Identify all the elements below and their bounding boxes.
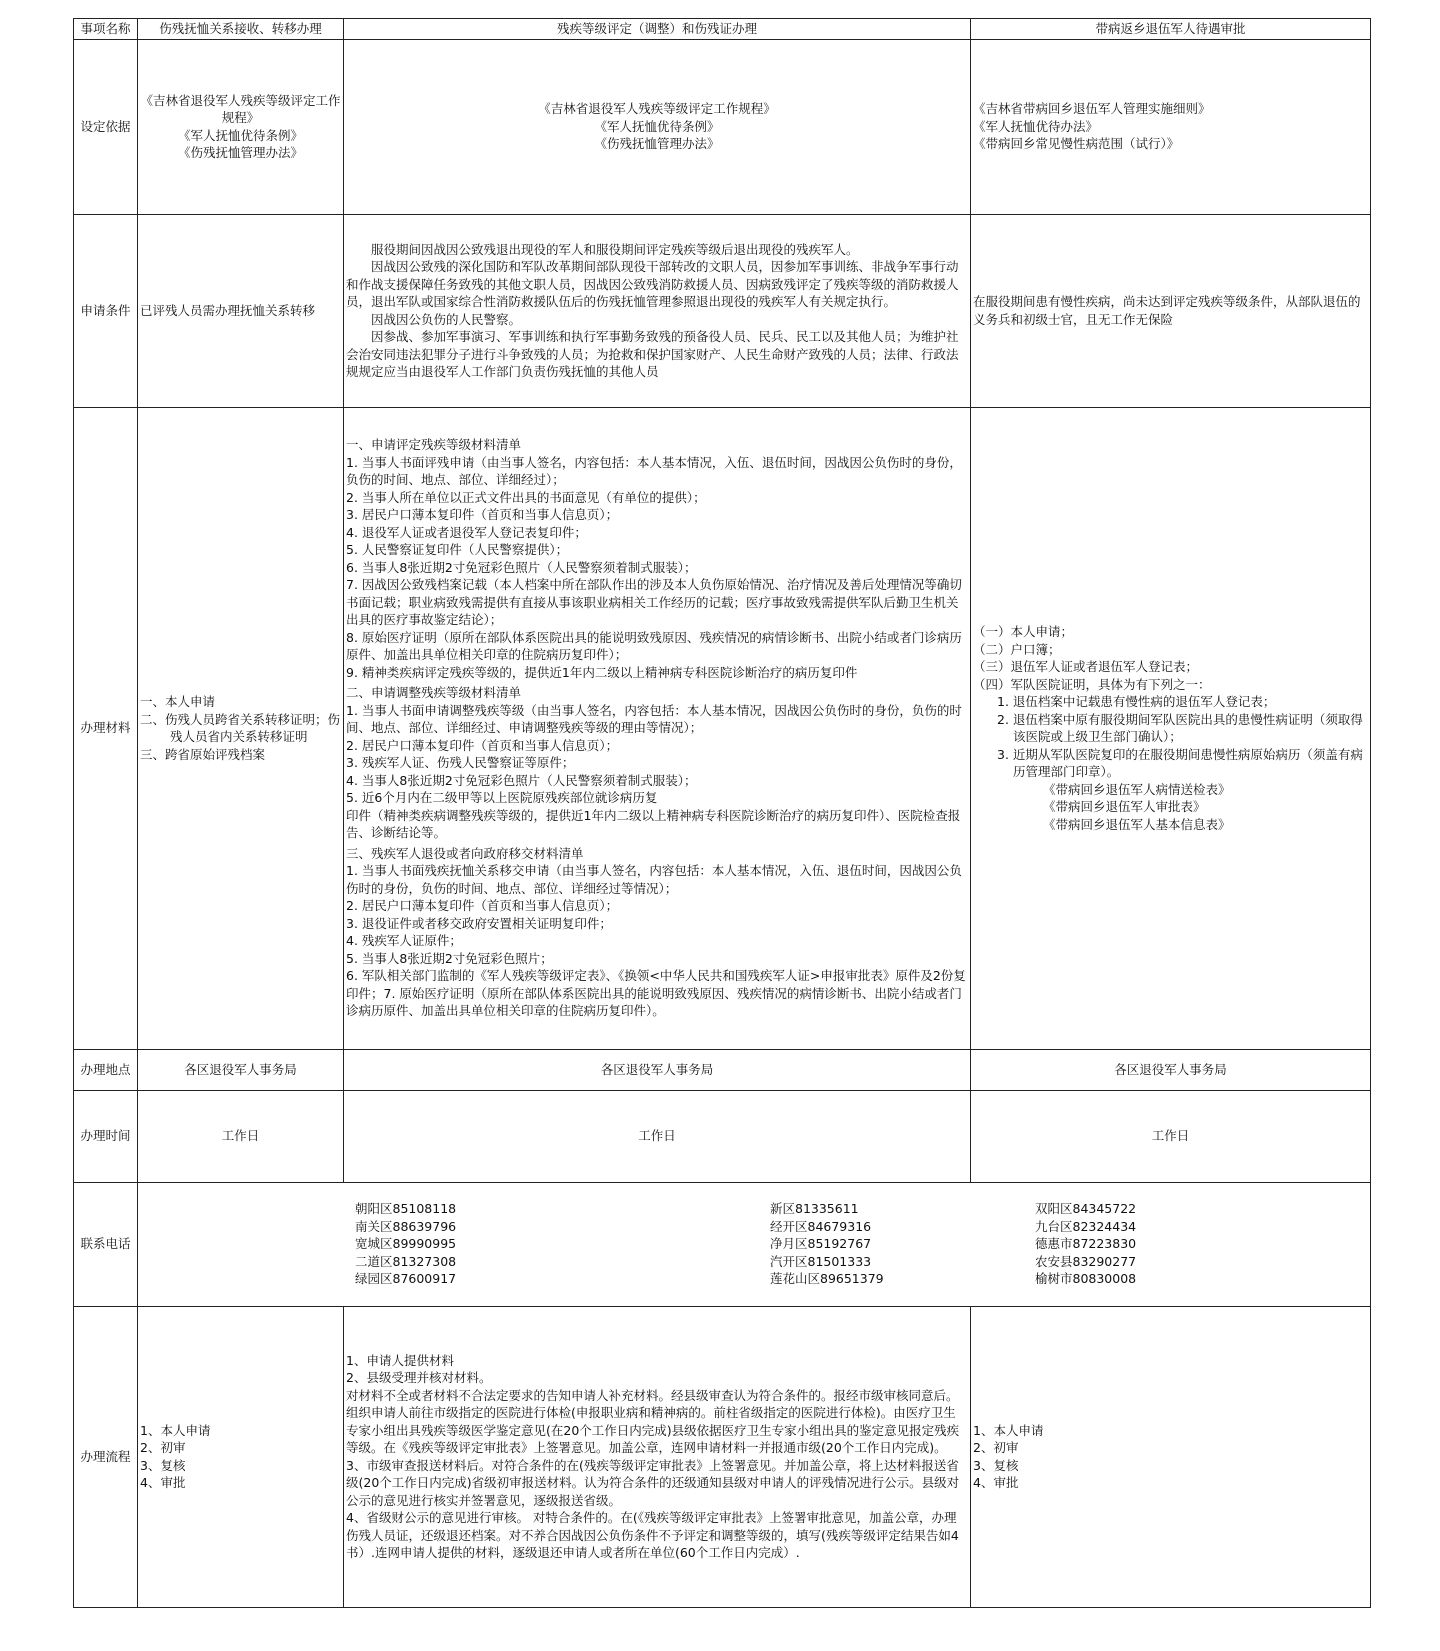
- process-col2-step: 4、省级财公示的意见进行审核。 对特合条件的。在(《残疾等级评定审批表》上签署审批意见，加盖公章，办理伤残人员证，还级退还档案。对不养合因战因公负伤条件不予评定和调整等级的，填写(残疾等级评定结果告如4书）.连网申请人提供的材料，逐级退还申请人或者所在单位(60个工作日内完成）.: [346, 1510, 959, 1560]
- row-label-time: 办理时间: [74, 1090, 138, 1182]
- process-col1-step: 4、审批: [140, 1475, 186, 1490]
- phone-group-1: [355, 1200, 770, 1288]
- phones-cell: [138, 1182, 1371, 1306]
- materials-col3-form: 《带病回乡退伍军人病情送检表》: [1043, 781, 1231, 797]
- phone-entry: 南关区88639796: [355, 1218, 457, 1234]
- phones-row: [74, 1182, 1371, 1306]
- condition-paragraph: 服役期间因战因公致残退出现役的军人和服役期间评定残疾等级后退出现役的残疾军人。: [371, 241, 859, 257]
- phone-entry: 农安县83290277: [1035, 1253, 1137, 1269]
- materials-sec3-item: 6. 军队相关部门监制的《军人残疾等级评定表》、《换领<中华人民共和国残疾军人证>申报审批表》原件及2份复印件；7. 原始医疗证明（原所在部队体系医院出具的能说明致残原因、残疾情况的病情诊断书、出院小结或者门诊病历原件、加盖出具单位相关印章的住院病历复印件）。: [346, 968, 966, 1019]
- process-col2-step: 2、县级受理并核对材料。: [346, 1370, 492, 1385]
- phone-entry: 莲花山区89651379: [770, 1271, 884, 1287]
- conditions-col3: 在服役期间患有慢性疾病，尚未达到评定残疾等级条件，从部队退伍的义务兵和初级士官，且无工作无保险: [971, 214, 1371, 407]
- materials-sec3-item: 4. 残疾军人证原件；: [346, 933, 462, 949]
- basis-col1-line: 《吉林省退役军人残疾等级评定工作规程》: [140, 92, 341, 125]
- location-row: [74, 1049, 1371, 1090]
- basis-row: [74, 39, 1371, 214]
- materials-sec3-item: 2. 居民户口薄本复印件（首页和当事人信息页）；: [346, 898, 619, 914]
- phone-entry: 朝阳区85108118: [355, 1201, 457, 1217]
- materials-col3-subitem: 2. 退伍档案中原有服役期间军队医院出具的患慢性病证明（须取得该医院或上级卫生部门确认）；: [997, 711, 1363, 744]
- basis-col3-line: 《带病回乡常见慢性病范围（试行）》: [973, 136, 1180, 152]
- materials-col3-subitem: 3. 近期从军队医院复印的在服役期间患慢性病原始病历（须盖有病历管理部门印章）。: [997, 746, 1363, 779]
- materials-sec2-item: 3. 残疾军人证、伤残人民警察证等原件；: [346, 755, 575, 771]
- row-label-phones: 联系电话: [74, 1182, 138, 1306]
- materials-col3-item: （三）退伍军人证或者退伍军人登记表；: [973, 659, 1199, 674]
- process-col2-step: 3、市级审查报送材料后。对符合条件的在(残疾等级评定审批表》上签署意见。并加盖公章，将上达材料报送省级(20个工作日内完成)省级初审报送材料。认为符合条件的还级通知县级对申请人的评残情况进行公示。县级对公示的意见进行核实并签署意见，逐级报送省级。: [346, 1457, 960, 1508]
- materials-sec2-title: 二、申请调整残疾等级材料清单: [346, 685, 522, 701]
- basis-col2-line: 《军人抚恤优待条例》: [594, 118, 720, 134]
- time-col2: 工作日: [344, 1090, 971, 1182]
- header-row: [74, 19, 1371, 40]
- row-label-item-name: 事项名称: [74, 19, 138, 40]
- process-col1-step: 2、初审: [140, 1440, 186, 1455]
- materials-sec2-item: 5. 近6个月内在二级甲等以上医院原残疾部位就诊病历复: [346, 790, 658, 806]
- basis-col1-line: 《军人抚恤优待条例》: [177, 127, 303, 143]
- phone-group-2: [770, 1200, 1035, 1288]
- process-row: [74, 1306, 1371, 1607]
- materials-sec1-item: 3. 居民户口薄本复印件（首页和当事人信息页）；: [346, 507, 619, 523]
- materials-sec1-item: 5. 人民警察证复印件（人民警察提供）；: [346, 542, 569, 558]
- materials-sec3-item: 3. 退役证件或者移交政府安置相关证明复印件；: [346, 915, 612, 931]
- process-col3-step: 3、复核: [973, 1457, 1019, 1473]
- process-col2-step: 对材料不全或者材料不合法定要求的告知申请人补充材料。经县级审查认为符合条件的。报经市级审核同意后。组织申请人前往市级指定的医院进行体检(申报职业病和精神病的。前柱省级指定的医院进行体检)。由医疗卫生专家小组出具残疾等级医学鉴定意见(在20个工作日内完成)县级依据医疗卫生专家小组出具的鉴定意见报定残疾等级。在《残疾等级评定审批表》上签署意见。加盖公章，连网申请材料一并报通市级(20个工作日内完成)。: [346, 1387, 960, 1455]
- materials-sec1-item: 1. 当事人书面评残申请（由当事人签名，内容包括：本人基本情况，入伍、退伍时间，因战因公负伤时的身份，负伤的时间、地点、部位、详细经过）；: [346, 454, 962, 488]
- phone-entry: 双阳区84345722: [1035, 1201, 1137, 1217]
- materials-sec1-item: 2. 当事人所在单位以正式文件出具的书面意见（有单位的提供）；: [346, 489, 706, 505]
- location-col2: 各区退役军人事务局: [344, 1049, 971, 1090]
- materials-col1-item: 三、跨省原始评残档案: [140, 746, 266, 762]
- row-label-conditions: 申请条件: [74, 214, 138, 407]
- materials-sec2-item: 印件（精神类疾病调整残疾等级的，提供近1年内二级以上精神病专科医院诊断治疗的病历复印件）、医院检查报告、诊断结论等。: [346, 807, 961, 841]
- basis-col3: [971, 39, 1371, 214]
- row-label-basis: 设定依据: [74, 39, 138, 214]
- phone-entry: 九台区82324434: [1035, 1218, 1137, 1234]
- location-col3: 各区退役军人事务局: [971, 1049, 1371, 1090]
- phone-entry: 德惠市87223830: [1035, 1236, 1137, 1252]
- process-col2: [344, 1306, 971, 1607]
- condition-paragraph: 因参战、参加军事演习、军事训练和执行军事勤务致残的预备役人员、民兵、民工以及其他人员；为维护社会治安同违法犯罪分子进行斗争致残的人员；为抢救和保护国家财产、人民生命财产致残的人员；法律、行政法规规定应当由退役军人工作部门负责伤残抚恤的其他人员: [346, 329, 959, 379]
- materials-sec1-item: 7. 因战因公致残档案记载（本人档案中所在部队作出的涉及本人负伤原始情况、治疗情况及善后处理情况等确切书面记载；职业病致残需提供有直接从事该职业病相关工作经历的记载；医疗事故致残需提供军队后勤卫生机关出具的医疗事故鉴定结论）；: [346, 577, 962, 628]
- phone-entry: 净月区85192767: [770, 1236, 872, 1252]
- process-col1-step: 1、本人申请: [140, 1422, 211, 1438]
- materials-row: [74, 407, 1371, 1049]
- materials-sec3-item: 5. 当事人8张近期2寸免冠彩色照片；: [346, 950, 553, 966]
- materials-col3: [971, 407, 1371, 1049]
- materials-sec2-item: 1. 当事人书面申请调整残疾等级（由当事人签名，内容包括：本人基本情况，因战因公负伤时的身份，负伤的时间、地点、部位、详细经过、申请调整残疾等级的理由等情况）；: [346, 702, 962, 736]
- condition-paragraph: 因战因公负伤的人民警察。: [371, 311, 522, 327]
- time-col1: 工作日: [138, 1090, 344, 1182]
- service-matrix-table: [73, 18, 1371, 1608]
- materials-sec1-title: 一、申请评定残疾等级材料清单: [346, 437, 522, 453]
- basis-col2-line: 《伤残抚恤管理办法》: [594, 136, 720, 152]
- conditions-col2: [344, 214, 971, 407]
- materials-col1-item: 二、伤残人员跨省关系转移证明；伤残人员省内关系转移证明: [140, 711, 341, 744]
- materials-col2: [344, 407, 971, 1049]
- process-col1: [138, 1306, 344, 1607]
- process-col3-step: 4、审批: [973, 1475, 1019, 1490]
- materials-col1-item: 一、本人申请: [140, 694, 216, 709]
- header-col3: 带病返乡退伍军人待遇审批: [971, 19, 1371, 40]
- basis-col3-line: 《军人抚恤优待办法》: [973, 118, 1099, 134]
- process-col1-step: 3、复核: [140, 1457, 186, 1473]
- conditions-col1: 已评残人员需办理抚恤关系转移: [138, 214, 344, 407]
- time-col3: 工作日: [971, 1090, 1371, 1182]
- basis-col3-line: 《吉林省带病回乡退伍军人管理实施细则》: [973, 101, 1211, 117]
- materials-sec1-item: 4. 退役军人证或者退役军人登记表复印件；: [346, 524, 587, 540]
- phone-entry: 宽城区89990995: [355, 1236, 457, 1252]
- row-label-materials: 办理材料: [74, 407, 138, 1049]
- phone-entry: 新区81335611: [770, 1201, 859, 1217]
- phone-entry: 绿园区87600917: [355, 1271, 457, 1287]
- materials-sec3-title: 三、残疾军人退役或者向政府移交材料清单: [346, 845, 584, 861]
- header-col1: 伤残抚恤关系接收、转移办理: [138, 19, 344, 40]
- materials-col3-form: 《带病回乡退伍军人基本信息表》: [1043, 816, 1231, 832]
- conditions-row: [74, 214, 1371, 407]
- basis-col1: [138, 39, 344, 214]
- location-col1: 各区退役军人事务局: [138, 1049, 344, 1090]
- process-col2-step: 1、申请人提供材料: [346, 1352, 454, 1368]
- condition-paragraph: 因战因公致残的深化国防和军队改革期间部队现役干部转改的文职人员，因参加军事训练、非战争军事行动和作战支援保障任务致残的其他文职人员，因战因公致残消防救援人员、因病致残评定了残疾等级的消防救援人员，退出军队或国家综合性消防救援队伍后的伤残抚恤管理参照退出现役的残疾军人有关规定执行。: [346, 259, 959, 309]
- process-col3: [971, 1306, 1371, 1607]
- materials-sec1-item: 8. 原始医疗证明（原所在部队体系医院出具的能说明致残原因、残疾情况的病情诊断书、出院小结或者门诊病历原件、加盖出具单位相关印章的住院病历复印件）；: [346, 629, 962, 663]
- header-col2: 残疾等级评定（调整）和伤残证办理: [344, 19, 971, 40]
- basis-col1-line: 《伤残抚恤管理办法》: [177, 145, 303, 160]
- row-label-process: 办理流程: [74, 1306, 138, 1607]
- materials-sec2-item: 2. 居民户口薄本复印件（首页和当事人信息页）；: [346, 737, 619, 753]
- phone-entry: 榆树市80830008: [1035, 1271, 1137, 1287]
- materials-col3-item: （四）军队医院证明，具体为有下列之一：: [973, 676, 1211, 692]
- materials-sec1-item: 6. 当事人8张近期2寸免冠彩色照片（人民警察须着制式服装）；: [346, 559, 697, 575]
- materials-col3-form: 《带病回乡退伍军人审批表》: [1043, 799, 1206, 814]
- phone-group-3: [1035, 1200, 1136, 1288]
- materials-col3-subitem: 1. 退伍档案中记载患有慢性病的退伍军人登记表；: [997, 694, 1276, 709]
- materials-col3-item: （一）本人申请；: [973, 624, 1074, 639]
- phone-grid: [140, 1200, 1368, 1288]
- materials-col1: [138, 407, 344, 1049]
- phone-entry: 汽开区81501333: [770, 1253, 872, 1269]
- materials-sec1-item: 9. 精神类疾病评定残疾等级的，提供近1年内二级以上精神病专科医院诊断治疗的病历复印件: [346, 664, 858, 680]
- process-col3-step: 1、本人申请: [973, 1422, 1044, 1438]
- basis-col2-line: 《吉林省退役军人残疾等级评定工作规程》: [538, 101, 776, 117]
- materials-sec3-item: 1. 当事人书面残疾抚恤关系移交申请（由当事人签名，内容包括：本人基本情况，入伍、退伍时间，因战因公负伤时的身份，负伤的时间、地点、部位、详细经过等情况）；: [346, 863, 962, 896]
- process-col3-step: 2、初审: [973, 1440, 1019, 1455]
- time-row: [74, 1090, 1371, 1182]
- materials-sec2-item: 4. 当事人8张近期2寸免冠彩色照片（人民警察须着制式服装）；: [346, 772, 697, 788]
- phone-entry: 二道区81327308: [355, 1253, 457, 1269]
- materials-col3-item: （二）户口簿；: [973, 641, 1061, 657]
- row-label-location: 办理地点: [74, 1049, 138, 1090]
- basis-col2: [344, 39, 971, 214]
- phone-entry: 经开区84679316: [770, 1218, 872, 1234]
